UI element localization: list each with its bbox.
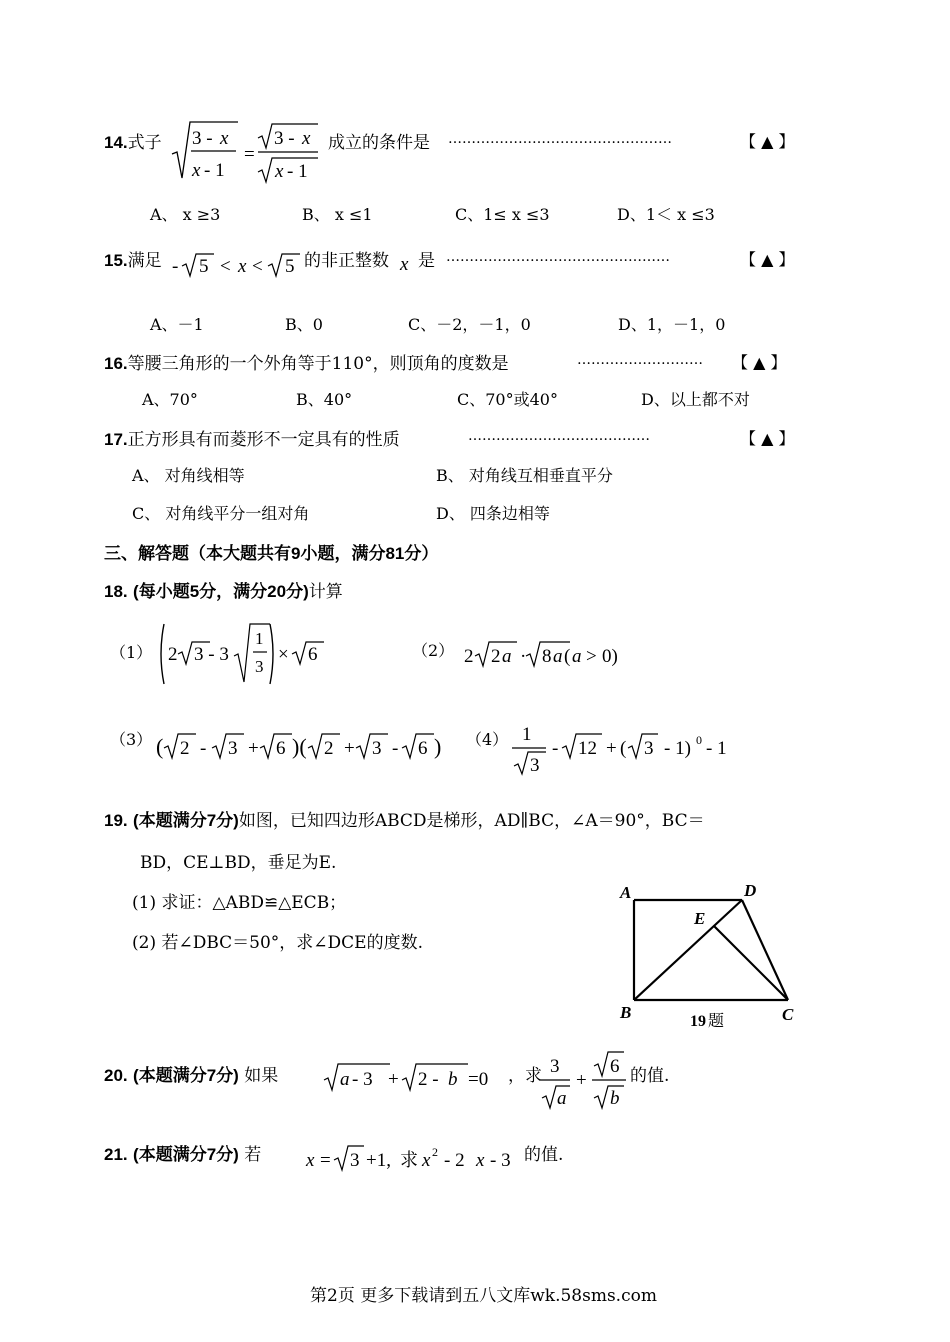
q16-stem: 等腰三角形的一个外角等于110°，则顶角的度数是 [127,354,509,374]
figure-caption-number: 19 [690,1013,706,1030]
q21-formula [304,1140,528,1176]
svg-text:x: x [422,1150,431,1171]
q20-expression [536,1048,628,1112]
svg-text:b: b [610,1088,620,1109]
q21 [104,1140,261,1165]
svg-text:x: x [476,1150,485,1171]
q18-formula-4 [508,716,738,778]
svg-text:>: > [586,646,597,667]
svg-text:- 3: - 3 [490,1150,511,1171]
q15-option-a: A、－1 [150,315,204,334]
q21-text2: 的值. [524,1145,564,1165]
q18-formula-3 [156,726,446,766]
q15-variable: x [400,254,409,275]
svg-text:- 3: - 3 [352,1069,373,1090]
label-d: D [744,881,757,900]
svg-text:2 -: 2 - [418,1069,439,1090]
svg-text:- 1): - 1) [664,738,691,759]
svg-text:=0: =0 [468,1069,489,1090]
q15-answer-bracket: 【 ▲ 】 [740,250,795,269]
svg-text:x: x [238,256,247,277]
q18-label-2: （2） [412,641,455,660]
svg-text:×: × [278,644,289,665]
q14 [104,128,162,153]
q15-option-c: C、－2，－1，0 [408,315,531,334]
q17-option-b: B、 对角线互相垂直平分 [436,466,613,485]
q17-dots: ………………………………… [468,428,650,444]
svg-text:+: + [388,1069,399,1090]
q14-dots: ………………………………………… [448,131,672,147]
q16-option-c: C、70°或40° [457,390,558,409]
q20-text2: ，求 [508,1066,542,1086]
svg-text:8: 8 [542,646,552,667]
trapezoid-abcd [634,900,788,1000]
q18 [104,577,343,602]
svg-text:)(: )( [292,734,307,759]
svg-text:1: 1 [255,629,264,648]
svg-text:-: - [172,256,179,277]
q15-formula [170,248,304,282]
q17-option-c: C、 对角线平分一组对角 [132,504,310,523]
svg-text:- 1: - 1 [287,161,308,182]
q18-score: (每小题5分，满分20分) [133,582,309,601]
svg-text:x: x [220,128,229,149]
svg-text:+: + [248,738,259,759]
q15-option-b: B、0 [285,315,323,334]
svg-text:0: 0 [696,733,702,747]
svg-text:b: b [448,1069,458,1090]
q15-stem-mid [304,246,389,271]
q14-option-b: B、 x ≤1 [302,205,373,224]
q15-stem-end: 是 [418,251,435,271]
svg-text:x: x [275,161,284,182]
svg-text:): ) [434,734,442,759]
svg-text:a: a [572,646,582,667]
svg-text:12: 12 [578,738,597,759]
q20-condition [322,1058,502,1094]
svg-text:3 -: 3 - [274,128,295,149]
q21-number: 21. [104,1145,128,1164]
svg-text:a: a [502,646,512,667]
q20-number: 20. [104,1066,128,1085]
svg-text:-: - [392,738,399,759]
q15-dots: ………………………………………… [446,249,670,265]
svg-text:(: ( [564,646,571,667]
q19 [104,806,705,831]
q16-option-b: B、40° [296,390,353,409]
q14-stem: 式子 [127,133,162,153]
svg-text:+: + [606,738,617,759]
svg-text:<: < [220,256,231,277]
q20 [104,1061,278,1086]
svg-text:2: 2 [432,1145,438,1159]
svg-text:2: 2 [168,644,178,665]
q17-answer-bracket: 【 ▲ 】 [740,429,795,448]
svg-text:·: · [520,646,527,667]
q16-answer-bracket: 【 ▲ 】 [732,353,787,372]
svg-text:- 1: - 1 [706,738,727,759]
svg-text:3 - 3: 3 - 3 [194,644,229,665]
q15-stem: 满足 [127,251,162,271]
q18-formula-2 [462,636,632,670]
q21-text: 若 [244,1145,262,1165]
svg-text:=: = [244,144,255,165]
svg-text:<: < [252,256,263,277]
svg-text:3: 3 [372,738,382,759]
svg-text:a: a [553,646,563,667]
q19-line1: 如图，已知四边形ABCD是梯形，AD∥BC，∠A＝90°，BC＝ [238,811,705,831]
svg-text:a: a [340,1069,350,1090]
svg-text:6: 6 [418,738,428,759]
q17-number: 17. [104,430,128,449]
q18-label-3: （3） [110,730,153,749]
svg-text:6: 6 [610,1056,620,1077]
q18-formula-1 [156,620,336,688]
svg-text:6: 6 [308,644,318,665]
q19-line2: BD，CE⊥BD，垂足为E. [140,853,337,873]
q19-part2: (2) 若∠DBC＝50°，求∠DCE的度数. [132,933,424,953]
section-heading: 三、解答题（本大题共有9小题，满分81分） [104,544,439,563]
q17-option-a: A、 对角线相等 [132,466,245,485]
q19-part1: (1) 求证：△ABD≌△ECB； [132,893,347,913]
svg-text:x: x [302,128,311,149]
page-footer: 第2页 更多下载请到五八文库wk.58sms.com [310,1286,657,1306]
svg-text:3: 3 [350,1150,360,1171]
svg-text:3: 3 [228,738,238,759]
svg-text:5: 5 [285,256,295,277]
q20-text3: 的值. [630,1066,670,1086]
label-e: E [694,909,706,928]
label-a: A [620,883,632,902]
svg-text:a: a [557,1088,567,1109]
q17-option-d: D、 四条边相等 [436,504,550,523]
q17-stem: 正方形具有而菱形不一定具有的性质 [127,430,400,450]
svg-text:3: 3 [644,738,654,759]
svg-text:3 -: 3 - [192,128,213,149]
svg-text:x: x [192,160,201,181]
svg-text:(: ( [620,738,627,759]
q15-option-d: D、1，－1，0 [618,315,726,334]
svg-text:(: ( [156,734,164,759]
label-c: C [782,1005,794,1024]
q14-option-c: C、1≤ x ≤3 [455,205,550,224]
q18-label-1: （1） [110,643,153,662]
svg-text:6: 6 [276,738,286,759]
q16-option-a: A、70° [142,390,198,409]
svg-text:3: 3 [255,657,264,676]
q15 [104,246,162,271]
q16-number: 16. [104,354,128,373]
svg-text:2: 2 [180,738,190,759]
q20-text: 如果 [244,1066,279,1086]
svg-text:+1,: +1, [366,1150,391,1171]
svg-text:求: 求 [400,1150,418,1171]
figure-caption-text: 题 [708,1011,725,1030]
q16 [104,349,509,374]
q14-number: 14. [104,133,128,152]
q16-dots: ……………………… [577,352,703,368]
q21-score: (本题满分7分) [133,1145,239,1164]
svg-text:=: = [320,1150,331,1171]
svg-text:1: 1 [522,724,532,745]
q15-number: 15. [104,251,128,270]
q18-number: 18. [104,582,128,601]
svg-text:- 2: - 2 [444,1150,465,1171]
svg-text:x: x [306,1150,315,1171]
svg-text:- 1: - 1 [204,160,225,181]
q17 [104,425,400,450]
q14-stem-end: 成立的条件是 [328,133,430,153]
svg-text:3: 3 [530,755,540,776]
q14-option-d: D、1＜ x ≤3 [617,205,715,224]
q14-option-a: A、 x ≥3 [150,205,221,224]
q14-formula [168,118,328,186]
q16-option-d: D、以上都不对 [641,390,750,409]
q19-score: (本题满分7分) [133,811,239,830]
svg-text:-: - [552,738,559,759]
svg-text:2: 2 [324,738,334,759]
label-b: B [620,1003,632,1022]
q19-figure [612,878,812,1038]
svg-text:+: + [344,738,355,759]
svg-text:0): 0) [602,646,618,667]
svg-text:+: + [576,1070,587,1091]
svg-text:5: 5 [199,256,209,277]
svg-text:-: - [200,738,207,759]
q14-answer-bracket: 【 ▲ 】 [740,132,795,151]
q18-text: 计算 [308,582,343,602]
svg-text:2: 2 [464,646,474,667]
svg-text:3: 3 [550,1056,560,1077]
q19-number: 19. [104,811,128,830]
q18-label-4: （4） [466,730,509,749]
svg-text:2: 2 [491,646,501,667]
q15-stem-text: 的非正整数 [304,251,389,271]
q20-score: (本题满分7分) [133,1066,239,1085]
